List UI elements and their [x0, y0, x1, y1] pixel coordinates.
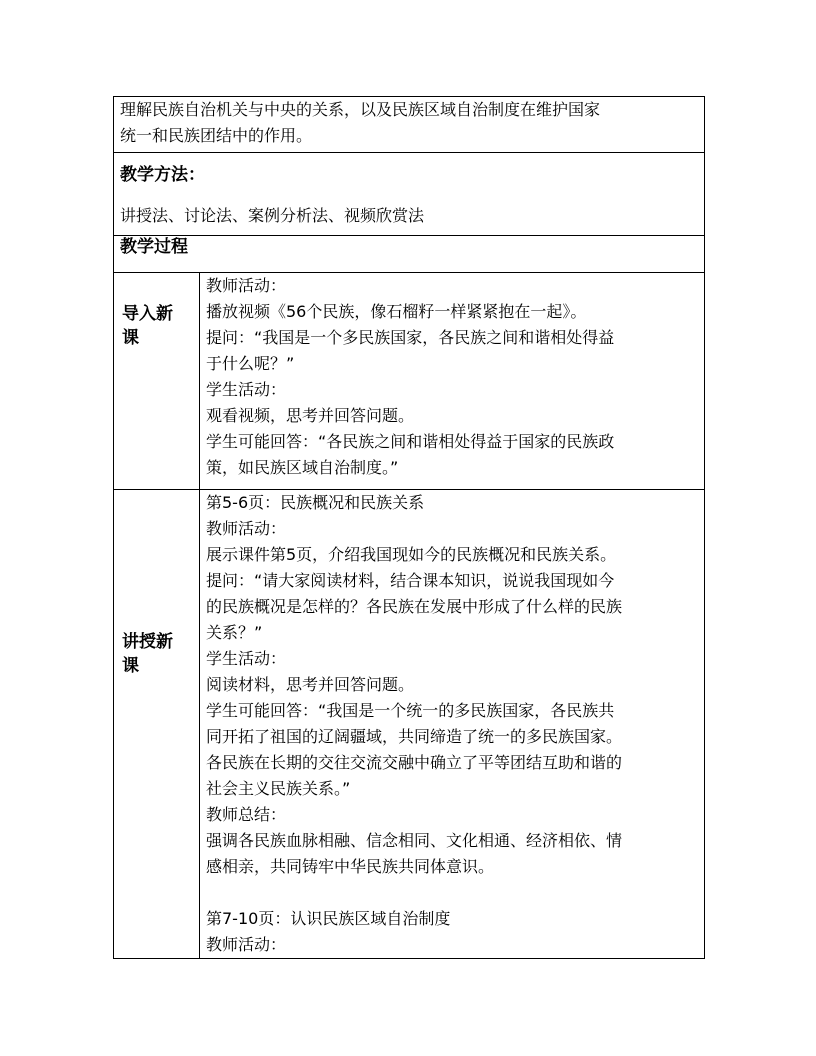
teaching-line: 提问：“请大家阅读材料，结合课本知识，说说我国现如今: [206, 571, 615, 590]
teaching-line: 教师活动：: [206, 519, 287, 538]
teaching-line: 强调各民族血脉相融、信念相同、文化相通、经济相依、情: [206, 831, 623, 850]
intro-line: 观看视频，思考并回答问题。: [206, 406, 415, 425]
teaching-line: 同开拓了祖国的辽阔疆域，共同缔造了统一的多民族国家。: [206, 727, 623, 746]
intro-line: 学生活动：: [206, 380, 287, 399]
teaching-line: 社会主义民族关系。”: [206, 779, 351, 798]
teaching-line: 教师总结：: [206, 805, 287, 824]
teaching-line: 学生可能回答：“我国是一个统一的多民族国家，各民族共: [206, 701, 615, 720]
stage-body-teaching: [200, 490, 705, 959]
teaching-line: 教师活动：: [206, 935, 287, 954]
stage-label-teaching-line-1: 讲授新: [122, 632, 173, 652]
teaching-line: 感相亲，共同铸牢中华民族共同体意识。: [206, 857, 495, 876]
lesson-plan-table: [113, 96, 705, 959]
goal-row: [114, 97, 705, 153]
teaching-line: 阅读材料，思考并回答问题。: [206, 675, 415, 694]
process-heading-cell: [114, 236, 705, 273]
blank-line: [206, 880, 698, 906]
process-heading: 教学过程: [120, 237, 188, 257]
teaching-line: 第7-10页：认识民族区域自治制度: [206, 909, 451, 928]
stage-label-teaching: [114, 490, 200, 959]
process-heading-row: [114, 236, 705, 273]
intro-line: 教师活动：: [206, 276, 287, 295]
intro-line: 学生可能回答：“各民族之间和谐相处得益于国家的民族政: [206, 432, 615, 451]
goal-line-2: 统一和民族团结中的作用。: [120, 126, 313, 145]
intro-line: 于什么呢？”: [206, 354, 295, 373]
stage-label-intro: [114, 273, 200, 490]
teaching-line: 展示课件第5页，介绍我国现如今的民族概况和民族关系。: [206, 545, 617, 564]
stage-body-intro: [200, 273, 705, 490]
goal-line-1: 理解民族自治机关与中央的关系，以及民族区域自治制度在维护国家: [120, 100, 601, 119]
stage-label-teaching-line-2: 课: [122, 656, 139, 676]
stage-label-intro-line-1: 导入新: [122, 304, 173, 324]
methods-row: [114, 153, 705, 236]
teaching-line: 各民族在长期的交往交流交融中确立了平等团结互助和谐的: [206, 753, 623, 772]
teaching-line: 第5-6页：民族概况和民族关系: [206, 493, 425, 512]
stage-row-intro: [114, 273, 705, 490]
intro-line: 策，如民族区域自治制度。”: [206, 458, 399, 477]
intro-line: 提问：“我国是一个多民族国家，各民族之间和谐相处得益: [206, 328, 615, 347]
teaching-line: 学生活动：: [206, 649, 287, 668]
intro-line: 播放视频《56个民族，像石榴籽一样紧紧抱在一起》。: [206, 302, 587, 321]
teaching-line: 关系？”: [206, 623, 263, 642]
teaching-line: 的民族概况是怎样的？各民族在发展中形成了什么样的民族: [206, 597, 623, 616]
methods-text: 讲授法、讨论法、案例分析法、视频欣赏法: [120, 206, 425, 225]
methods-heading: 教学方法：: [120, 165, 205, 185]
stage-row-teaching: [114, 490, 705, 959]
methods-cell: [114, 153, 705, 236]
stage-label-intro-line-2: 课: [122, 328, 139, 348]
goal-cell: [114, 97, 705, 153]
